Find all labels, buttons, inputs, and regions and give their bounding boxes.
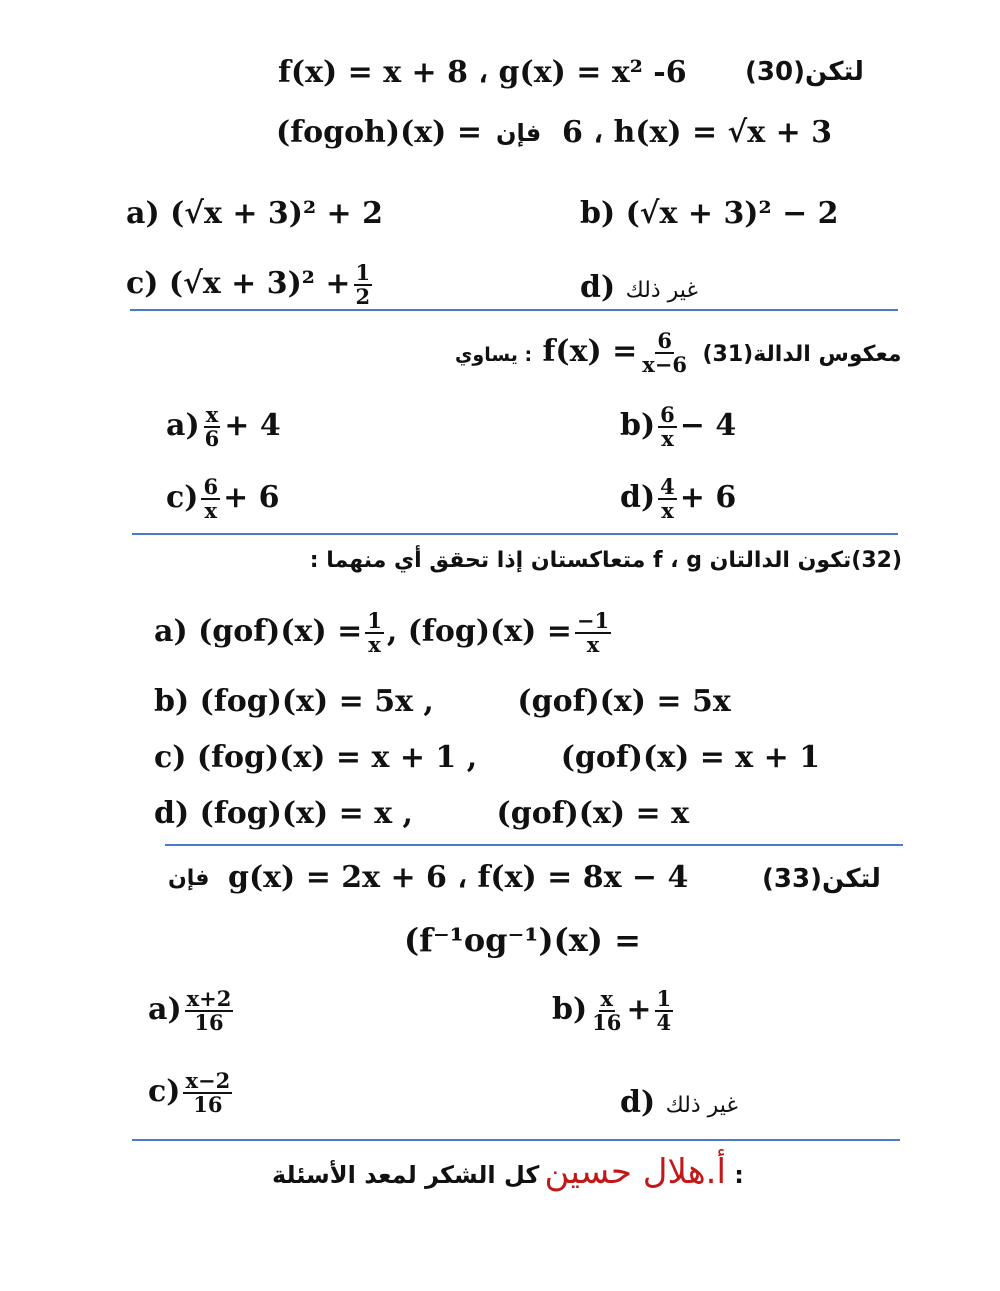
q31-fraction bbox=[640, 330, 689, 376]
q31-option-a-rest: + 4 bbox=[224, 408, 281, 444]
q30-option-c-fraction bbox=[354, 262, 373, 308]
fraction-numerator: −1 bbox=[576, 608, 610, 633]
fraction-numerator: 6 bbox=[660, 402, 675, 427]
q33-option-b-fraction-2 bbox=[655, 988, 674, 1034]
q31-text-after: يساوي : bbox=[455, 344, 533, 367]
q31-option-a-label: a) bbox=[166, 408, 200, 444]
fraction-denominator: 16 bbox=[592, 1010, 622, 1036]
q32-option-a-mid: , (fog)(x) = bbox=[386, 614, 572, 650]
q31-option-c-rest: + 6 bbox=[223, 480, 280, 516]
fraction-numerator: 1 bbox=[367, 608, 382, 633]
fraction-denominator: x bbox=[586, 632, 600, 658]
q30-line2-right: 6 ، h(x) = √x + 3 bbox=[562, 115, 833, 150]
q33-option-b-plus: + bbox=[626, 992, 652, 1028]
q30-option-a[interactable]: a) (√x + 3)² + 2 bbox=[126, 196, 384, 231]
fraction-numerator: 1 bbox=[656, 986, 672, 1011]
q31-option-b-fraction bbox=[658, 404, 677, 450]
q31-option-a[interactable] bbox=[166, 404, 281, 450]
author-signature: أ.هلال حسين bbox=[544, 1152, 726, 1192]
q30-option-b[interactable]: b) (√x + 3)² − 2 bbox=[580, 196, 839, 231]
q32-option-a-fraction-2 bbox=[575, 610, 611, 656]
q31-option-d-rest: + 6 bbox=[679, 480, 737, 516]
q30-option-d[interactable] bbox=[580, 270, 698, 305]
q30-line2-left: (fogoh)(x) = bbox=[276, 115, 482, 150]
q32-question: (32)تكون الدالتان f ، g متعاكستان إذا تحقق أي منهما : bbox=[309, 548, 902, 573]
divider-4 bbox=[132, 1139, 900, 1141]
q32-option-d[interactable]: d) (fog)(x) = x , (gof)(x) = x bbox=[154, 796, 689, 831]
q31-option-c[interactable] bbox=[166, 476, 280, 522]
q31-option-c-fraction bbox=[201, 476, 220, 522]
q33-option-a[interactable] bbox=[148, 988, 236, 1034]
fraction-denominator: x bbox=[204, 498, 218, 524]
q31-option-b-rest: − 4 bbox=[679, 408, 737, 444]
q31-text-before: (31)معكوس الدالة bbox=[702, 342, 902, 368]
q30-option-d-text: غير ذلك bbox=[625, 278, 698, 303]
fraction-denominator: 16 bbox=[194, 1010, 224, 1036]
q33-option-b-fraction-1 bbox=[590, 988, 623, 1034]
q33-math: g(x) = 2x + 6 ، f(x) = 8x − 4 bbox=[228, 860, 689, 895]
fraction-numerator: 6 bbox=[657, 328, 672, 353]
fraction-numerator: 6 bbox=[203, 474, 219, 499]
q31-option-d[interactable] bbox=[620, 476, 736, 522]
q31-option-d-fraction bbox=[658, 476, 677, 522]
fraction-numerator: x bbox=[205, 402, 219, 427]
divider-3 bbox=[165, 844, 903, 846]
fraction-numerator: 4 bbox=[660, 474, 675, 499]
fraction-denominator: 4 bbox=[656, 1010, 672, 1036]
fraction-denominator: x bbox=[661, 498, 674, 524]
q33-option-b[interactable] bbox=[552, 988, 676, 1034]
fraction-denominator: 2 bbox=[355, 284, 371, 310]
q32-option-a[interactable] bbox=[154, 610, 614, 656]
q30-option-d-label: d) bbox=[580, 270, 616, 305]
q33-option-c-fraction bbox=[183, 1070, 232, 1116]
fraction-denominator: 6 bbox=[204, 426, 220, 452]
q33-option-b-label: b) bbox=[552, 992, 588, 1028]
fraction-numerator: 1 bbox=[355, 260, 371, 285]
q31-option-b[interactable] bbox=[620, 404, 736, 450]
q33-option-d-label: d) bbox=[620, 1085, 656, 1120]
q31-fx: f(x) = bbox=[542, 334, 638, 370]
q32-option-a-fraction-1 bbox=[365, 610, 384, 656]
q30-option-c-text: c) (√x + 3)² + bbox=[126, 266, 351, 302]
q33-expression: (f⁻¹og⁻¹)(x) = bbox=[404, 921, 641, 959]
footer bbox=[272, 1152, 744, 1192]
fraction-denominator: x bbox=[661, 426, 674, 452]
q31-option-a-fraction bbox=[203, 404, 222, 450]
q33-option-a-fraction bbox=[185, 988, 234, 1034]
q33-intro: (33)لتكن bbox=[762, 864, 881, 894]
q31-option-d-label: d) bbox=[620, 480, 656, 516]
fraction-denominator: x−6 bbox=[642, 352, 687, 378]
footer-thanks: كل الشكر لمعد الأسئلة : bbox=[272, 1161, 744, 1189]
q33-option-d[interactable] bbox=[620, 1085, 738, 1120]
q33-option-c[interactable] bbox=[148, 1070, 235, 1116]
fraction-numerator: x−2 bbox=[185, 1068, 231, 1093]
q30-option-c[interactable] bbox=[126, 262, 375, 308]
divider-1 bbox=[130, 309, 898, 311]
q31-option-c-label: c) bbox=[166, 480, 199, 516]
q30-line1-math: f(x) = x + 8 ، g(x) = x² -6 bbox=[278, 55, 687, 90]
fraction-denominator: 16 bbox=[193, 1092, 223, 1118]
q33-option-c-label: c) bbox=[148, 1074, 181, 1110]
q30-then: فإن bbox=[496, 119, 542, 147]
q30-intro: (30)لتكن bbox=[745, 57, 864, 87]
q32-option-a-left: a) (gof)(x) = bbox=[154, 614, 363, 650]
divider-2 bbox=[132, 533, 898, 535]
q33-option-a-label: a) bbox=[148, 992, 182, 1028]
q33-then: فإن bbox=[168, 866, 210, 891]
fraction-numerator: x+2 bbox=[186, 986, 232, 1011]
q32-option-b[interactable]: b) (fog)(x) = 5x , (gof)(x) = 5x bbox=[154, 684, 731, 719]
q32-option-c[interactable]: c) (fog)(x) = x + 1 , (gof)(x) = x + 1 bbox=[154, 740, 821, 775]
q33-option-d-text: غير ذلك bbox=[665, 1093, 738, 1118]
fraction-denominator: x bbox=[368, 632, 381, 658]
q31-option-b-label: b) bbox=[620, 408, 656, 444]
fraction-numerator: x bbox=[600, 986, 614, 1011]
q31-question bbox=[455, 330, 901, 376]
